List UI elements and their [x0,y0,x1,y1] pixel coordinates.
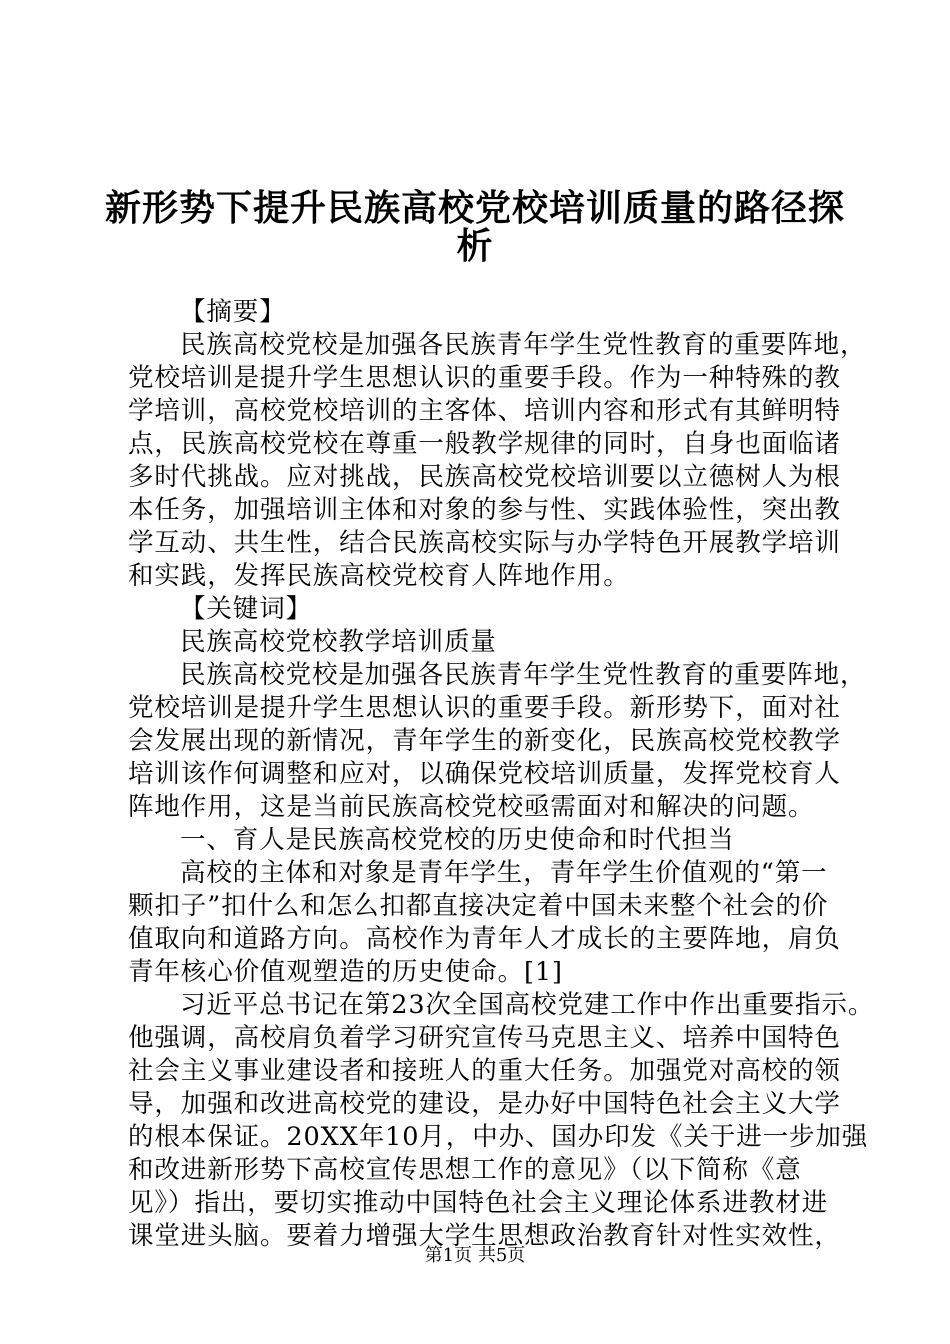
document-title-line-2: 析 [456,225,494,267]
body-text-line: 学培训，高校党校培训的主客体、培训内容和形式有其鲜明特 [128,396,841,426]
body-text-line: 本任务，加强培训主体和对象的参与性、实践体验性，突出教 [128,495,841,525]
body-text-line: 颗扣子”扣什么和怎么扣都直接决定着中国未来整个社会的价 [128,891,829,921]
body-text-line: 值取向和道路方向。高校作为青年人才成长的主要阵地，肩负 [128,924,841,954]
body-text-line: 和实践，发挥民族高校党校育人阵地作用。 [128,561,630,591]
body-text-line: 见》）指出，要切实推动中国特色社会主义理论体系进教材进 [128,1188,829,1218]
document-body [128,296,875,1253]
body-text-line: 高校的主体和对象是青年学生，青年学生价值观的“第一 [180,858,828,888]
body-text-line: 的根本保证。20XX年10月，中办、国办印发《关于进一步加强 [128,1122,869,1152]
body-text-line: 和改进新形势下高校宣传思想工作的意见》（以下简称《意 [128,1155,802,1185]
body-text-line: 课堂进头脑。要着力增强大学生思想政治教育针对性实效性， [128,1221,841,1251]
body-text-line: 【关键词】 [180,594,313,624]
body-text-line: 党校培训是提升学生思想认识的重要手段。作为一种特殊的教 [128,363,841,393]
body-text-line: 民族高校党校是加强各民族青年学生党性教育的重要阵地， [180,660,867,690]
body-text-line: 他强调，高校肩负着学习研究宣传马克思主义、培养中国特色 [128,1023,841,1053]
body-text-line: 会发展出现的新情况，青年学生的新变化，民族高校党校教学 [128,726,841,756]
body-text-line: 民族高校党校教学培训质量 [180,627,497,657]
body-text-line: 多时代挑战。应对挑战，民族高校党校培训要以立德树人为根 [128,462,841,492]
body-text-line: 社会主义事业建设者和接班人的重大任务。加强党对高校的领 [128,1056,841,1086]
body-text-line: 学互动、共生性，结合民族高校实际与办学特色开展教学培训 [128,528,841,558]
document-title-line-1: 新形势下提升民族高校党校培训质量的路径探 [104,187,845,229]
body-text-line: 民族高校党校是加强各民族青年学生党性教育的重要阵地， [180,330,867,360]
body-text-line: 点，民族高校党校在尊重一般教学规律的同时，自身也面临诸 [128,429,841,459]
body-text-line: 青年核心价值观塑造的历史使命。[1] [128,957,563,987]
body-text-line: 一、育人是民族高校党校的历史使命和时代担当 [180,825,735,855]
body-text-line: 【摘要】 [180,297,286,327]
body-text-line: 导，加强和改进高校党的建设，是办好中国特色社会主义大学 [128,1089,841,1119]
body-text-line: 习近平总书记在第23次全国高校党建工作中作出重要指示。 [180,990,875,1020]
body-text-line: 阵地作用，这是当前民族高校党校亟需面对和解决的问题。 [128,792,815,822]
body-text-line: 培训该作何调整和应对，以确保党校培训质量，发挥党校育人 [128,759,841,789]
page-footer: 第1页 共5页 [424,1245,526,1266]
body-text-line: 党校培训是提升学生思想认识的重要手段。新形势下，面对社 [128,693,841,723]
